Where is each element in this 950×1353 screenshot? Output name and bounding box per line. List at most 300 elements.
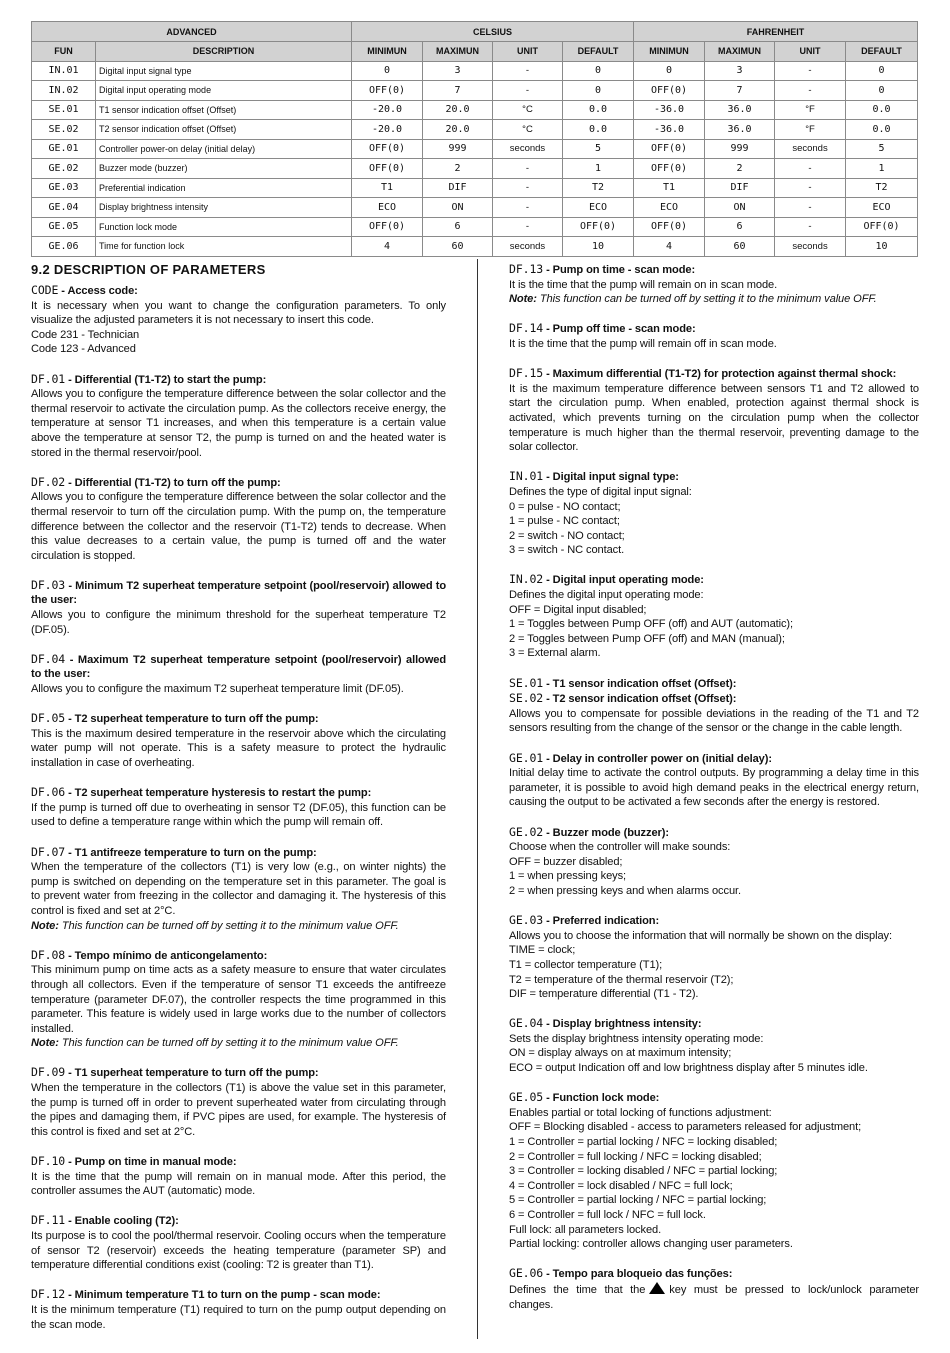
parameter-text: 2 = Controller = full locking / NFC = locking disabled; [509,1150,762,1163]
table-cell: - [493,217,563,237]
parameter-block [31,845,446,934]
parameter-title: - T1 antifreeze temperature to turn on the pump: [65,846,317,859]
parameter-title: - Delay in controller power on (initial delay): [543,752,772,765]
parameter-code: DF.06 [31,785,66,800]
parameter-text: Allows you to configure the maximum T2 superheat temperature limit (DF.05). [31,683,404,696]
parameter-block [31,1154,446,1199]
parameter-title: - Tempo mínimo de anticongelamento: [65,949,268,962]
parameter-code: DF.10 [31,1154,66,1169]
param-description-cell: Digital input signal type [96,61,352,81]
parameter-title: - Minimum temperature T1 to turn on the pump - scan mode: [65,1289,381,1302]
group-header-advanced: ADVANCED [32,22,352,42]
table-cell: 0.0 [846,100,918,120]
table-row [32,100,918,120]
parameter-title: - Tempo para bloqueio das funções: [543,1268,733,1281]
parameter-text: Initial delay time to activate the control outputs. By programming a delay time in this parameter, it is possible to avoid high demand peaks in the electrical energy return, causing the output to be activated a few seconds after the energy is restored. [509,767,919,809]
parameter-text: 5 = Controller = partial locking / NFC = partial locking; [509,1194,767,1207]
parameter-text-after-icon: key must be pressed to lock/unlock parameter changes. [509,1283,919,1311]
table-cell: T2 [846,178,918,198]
table-cell: 0 [846,61,918,81]
table-cell: ECO [352,198,423,218]
parameter-text: Choose when the controller will make sounds: [509,841,731,854]
parameter-title: - Access code: [58,285,138,297]
column-header: FUN [32,42,96,62]
parameter-code: GE.01 [509,750,544,765]
parameter-heading [31,948,446,964]
parameter-heading [509,1266,919,1282]
parameter-text: 4 = Controller = lock disabled / NFC = full lock; [509,1179,733,1192]
parameter-text: It is the time that the pump will remain on in manual mode. After this period, the controller assumes the AUT (automatic) mode. [31,1170,446,1198]
parameter-text-before-icon: Defines the time that the [509,1283,646,1296]
table-cell: ON [423,198,493,218]
param-code-cell: SE.01 [32,100,96,120]
note-label: Note: [509,293,537,306]
parameter-text: ECO = output Indication off and low brightness display after 5 minutes idle. [509,1062,868,1075]
parameter-text: OFF = Blocking disabled - access to parameters released for adjustment; [509,1121,862,1134]
table-cell: - [493,178,563,198]
param-code-cell: GE.01 [32,139,96,159]
table-cell: 60 [423,237,493,257]
param-code-cell: GE.03 [32,178,96,198]
parameter-title: - Pump on time in manual mode: [65,1156,237,1169]
column-header: MAXIMUN [423,42,493,62]
table-cell: °F [775,120,846,140]
parameter-block [31,652,446,697]
left-column [31,262,446,1347]
table-cell: 2 [705,159,775,179]
table-row [32,198,918,218]
column-header: MAXIMUN [705,42,775,62]
table-row [32,159,918,179]
table-cell: ON [705,198,775,218]
table-cell: -20.0 [352,120,423,140]
parameter-title: - Minimum T2 superheat temperature setpoint (pool/reservoir) allowed to the user: [31,579,446,607]
parameter-title: - T2 superheat temperature to turn off the pump: [65,713,319,726]
parameter-code: DF.11 [31,1213,66,1228]
param-description-cell: Controller power-on delay (initial delay) [96,139,352,159]
table-body [32,61,918,256]
parameter-title: - T1 sensor indication offset (Offset): [543,677,737,690]
parameter-text: Allows you to configure the temperature difference between the solar collector and the thermal reservoir to activate the circulation pump. As the collectors receive energy, the temperature at sensor T1 increases, and when this temperature is a certain value above the temperature at sensor T2, the pump is turned on and the heated water is stored in the thermal reservoir/pool. [31,388,446,459]
param-code-cell: IN.01 [32,61,96,81]
table-cell: 7 [423,81,493,101]
parameter-text: Code 123 - Advanced [31,343,136,356]
parameter-text: ON = display always on at maximum intensity; [509,1047,732,1060]
parameter-heading [31,372,446,388]
table-cell: 3 [705,61,775,81]
parameter-text: Enables partial or total locking of functions adjustment: [509,1106,772,1119]
table-row [32,81,918,101]
parameter-text: 1 = Toggles between Pump OFF (off) and AUT (automatic); [509,618,794,631]
table-cell: 36.0 [705,100,775,120]
parameter-block [509,1090,919,1252]
table-cell: -36.0 [634,100,705,120]
column-header: DEFAULT [846,42,918,62]
parameter-block [31,475,446,564]
parameter-heading [31,711,446,727]
table-cell: 1 [846,159,918,179]
parameter-heading [509,572,919,588]
parameter-block [509,321,919,351]
parameter-code: DF.03 [31,577,66,592]
parameter-title: - Pump off time - scan mode: [543,323,696,336]
parameter-code: DF.09 [31,1065,66,1080]
table-cell: -20.0 [352,100,423,120]
table-cell: 20.0 [423,100,493,120]
table-cell: 999 [705,139,775,159]
note-text [509,293,877,305]
table-cell: ECO [563,198,634,218]
parameter-code: DF.12 [31,1287,66,1302]
parameter-code: GE.06 [509,1266,544,1281]
table-cell: OFF(0) [634,217,705,237]
column-header: MINIMUN [352,42,423,62]
parameter-block [509,825,919,899]
parameter-text: 6 = Controller = full lock / NFC = full lock. [509,1209,706,1221]
parameter-title: - Maximum differential (T1-T2) for protection against thermal shock: [543,368,897,381]
parameter-code: DF.05 [31,711,66,726]
table-cell: 20.0 [423,120,493,140]
parameter-title: - Maximum T2 superheat temperature setpoint (pool/reservoir) allowed to the user: [31,653,446,681]
table-cell: °F [775,100,846,120]
table-cell: 0.0 [846,120,918,140]
table-cell: 0 [846,81,918,101]
parameter-text: 2 = switch - NO contact; [509,529,625,542]
group-header-celsius: CELSIUS [352,22,634,42]
parameter-code: DF.07 [31,844,66,859]
parameter-title: - T2 sensor indication offset (Offset): [543,693,737,706]
parameter-heading [509,321,919,337]
table-cell: - [775,217,846,237]
table-cell: - [775,81,846,101]
parameter-text: Allows you to compensate for possible deviations in the reading of the T1 and T2 sensors resulting from the change of the sensor or the change in the cable length. [509,707,919,735]
parameter-heading [509,913,919,929]
group-header-fahrenheit: FAHRENHEIT [634,22,918,42]
parameter-text: T1 = collector temperature (T1); [509,958,663,971]
note-text [31,920,399,932]
table-cell: OFF(0) [563,217,634,237]
table-cell: seconds [775,139,846,159]
parameter-heading [509,1016,919,1032]
parameter-title: - Function lock mode: [543,1092,660,1105]
parameter-title: - Differential (T1-T2) to turn off the pump: [65,476,281,489]
column-divider [477,259,478,1339]
parameter-code: DF.13 [509,262,544,276]
parameter-title: - Display brightness intensity: [543,1018,702,1031]
param-description-cell: Buzzer mode (buzzer) [96,159,352,179]
table-cell: 0.0 [563,120,634,140]
note-text [31,1037,399,1049]
parameter-heading [509,1090,919,1106]
table-row [32,61,918,81]
table-cell: 6 [423,217,493,237]
parameter-title: - Digital input signal type: [543,471,679,484]
table-cell: - [775,159,846,179]
parameter-text: It is the time that the pump will remain off in scan mode. [509,337,777,350]
parameter-block [31,1065,446,1139]
table-cell: 4 [352,237,423,257]
parameter-block [509,1266,919,1312]
column-header: UNIT [493,42,563,62]
parameter-note [509,292,919,307]
table-cell: 60 [705,237,775,257]
column-header: MINIMUN [634,42,705,62]
parameter-text: Allows you to choose the information that will normally be shown on the display: [509,929,892,942]
parameter-text: Defines the digital input operating mode: [509,589,704,602]
parameter-title: - T2 superheat temperature hysteresis to restart the pump: [65,787,372,800]
table-cell: OFF(0) [634,81,705,101]
table-cell: - [493,61,563,81]
parameter-text: 2 = Toggles between Pump OFF (off) and MAN (manual); [509,632,785,645]
table-cell: seconds [493,237,563,257]
table-row [32,120,918,140]
parameter-text: It is necessary when you want to change the configuration parameters. To only visualize the adjusted parameters it is not necessary to insert this code. [31,299,446,327]
table-cell: seconds [775,237,846,257]
parameter-block [509,751,919,810]
table-cell: 999 [423,139,493,159]
parameter-text: 3 = External alarm. [509,647,601,660]
table-row [32,178,918,198]
parameter-block [31,1213,446,1272]
param-description-cell: T2 sensor indication offset (Offset) [96,120,352,140]
parameter-code: CODE [31,283,59,297]
parameter-text: OFF = Digital input disabled; [509,603,647,616]
table-cell: OFF(0) [352,159,423,179]
parameter-block [31,578,446,637]
parameter-note [31,1036,446,1051]
up-arrow-key-icon [649,1282,665,1294]
table-cell: T1 [634,178,705,198]
parameter-block [509,913,919,1002]
table-cell: 1 [563,159,634,179]
parameter-title: - Buzzer mode (buzzer): [543,826,669,839]
param-description-cell: Function lock mode [96,217,352,237]
table-cell: 3 [423,61,493,81]
table-cell: - [493,198,563,218]
parameter-text: Allows you to configure the temperature difference between the solar collector and the thermal reservoir to turn off the circulation pump. With the pump on, the temperature difference between the collector and the reservoir (T1-T2) tends to decrease. When this value decreases to a certain value, the pump is turned off and the water circulation is stopped. [31,491,446,562]
parameter-heading [31,283,446,299]
parameter-block [509,1016,919,1075]
table-cell: 36.0 [705,120,775,140]
table-row [32,217,918,237]
table-group-header-row [32,22,918,42]
parameter-text: T2 = temperature of the thermal reservoir (T2); [509,973,734,986]
parameter-code: IN.02 [509,572,544,587]
parameter-code: DF.01 [31,371,66,386]
parameter-text: Its purpose is to cool the pool/thermal reservoir. Cooling occurs when the temperature of sensor T2 (reservoir) exceeds the heating temperature (parameter SP) and temperature differential conditions exist (cooling: T2 is greater than T1). [31,1230,446,1272]
table-cell: 0 [563,61,634,81]
parameter-code: IN.01 [509,469,544,484]
parameter-heading [509,691,919,707]
param-description-cell: Display brightness intensity [96,198,352,218]
parameter-text: 1 = when pressing keys; [509,870,627,883]
parameter-block [509,262,919,307]
table-cell: 4 [634,237,705,257]
parameter-text: 0 = pulse - NO contact; [509,500,621,513]
parameter-note [31,919,446,934]
parameter-block [31,948,446,1051]
param-code-cell: IN.02 [32,81,96,101]
parameter-heading [31,1287,446,1303]
parameter-block [509,572,919,661]
parameter-text: 3 = switch - NC contact. [509,544,625,557]
table-cell: - [775,198,846,218]
table-cell: OFF(0) [352,217,423,237]
parameter-code: GE.03 [509,913,544,928]
table-cell: 5 [563,139,634,159]
parameter-code: GE.04 [509,1016,544,1031]
table-cell: 0 [634,61,705,81]
parameter-heading [31,845,446,861]
parameter-text: Partial locking: controller allows changing user parameters. [509,1238,793,1251]
column-header: DESCRIPTION [96,42,352,62]
parameter-block [31,283,446,357]
parameter-text: It is the time that the pump will remain on in scan mode. [509,278,778,291]
parameter-code: SE.01 [509,675,544,690]
table-cell: °C [493,120,563,140]
param-code-cell: GE.05 [32,217,96,237]
parameter-block [31,785,446,830]
table-cell: - [493,159,563,179]
table-cell: - [775,178,846,198]
table-cell: 0.0 [563,100,634,120]
parameter-text: It is the minimum temperature (T1) required to turn on the pump output depending on the scan mode. [31,1303,446,1331]
param-description-cell: Preferential indication [96,178,352,198]
parameter-text: OFF = buzzer disabled; [509,855,623,868]
parameter-heading [31,1213,446,1229]
param-code-cell: GE.06 [32,237,96,257]
note-body: This function can be turned off by setting it to the minimum value OFF. [58,1037,399,1050]
table-cell: OFF(0) [352,81,423,101]
table-column-header-row [32,42,918,62]
table-row [32,237,918,257]
parameter-code: DF.15 [509,366,544,381]
parameter-text: If the pump is turned off due to overheating in sensor T2 (DF.05), this function can be used to define a temperature range within which the pump will remain off. [31,801,446,829]
parameter-heading [31,785,446,801]
parameter-title: - Digital input operating mode: [543,574,704,587]
table-cell: ECO [846,198,918,218]
table-cell: DIF [705,178,775,198]
parameter-code: DF.02 [31,474,66,489]
parameter-text: Sets the display brightness intensity operating mode: [509,1032,764,1045]
parameter-heading [31,578,446,608]
table-cell: T2 [563,178,634,198]
parameter-heading [31,1154,446,1170]
parameter-heading [509,825,919,841]
param-code-cell: GE.04 [32,198,96,218]
param-code-cell: GE.02 [32,159,96,179]
parameter-block [31,711,446,770]
parameter-block [509,366,919,455]
table-cell: 0 [352,61,423,81]
parameter-text: Full lock: all parameters locked. [509,1223,662,1236]
parameter-heading [509,751,919,767]
parameter-text: 3 = Controller = locking disabled / NFC = partial locking; [509,1165,778,1178]
table-cell: °C [493,100,563,120]
parameter-text: It is the maximum temperature difference between sensors T1 and T2 allowed to start the circulation pump. When enabled, protection against thermal shock is activated, which prevents turning on the circulation pump when the collector temperature is much higher than the thermal reservoir, preventing damage to the solar collector. [509,382,919,454]
table-cell: -36.0 [634,120,705,140]
parameter-text: This is the maximum desired temperature in the reservoir above which the circulating water pump will not operate. This is a safety measure to protect the hydraulic installation in case of overheating. [31,727,446,769]
section-title: 9.2 DESCRIPTION OF PARAMETERS [31,262,266,277]
parameter-heading [509,676,919,692]
column-header: UNIT [775,42,846,62]
parameter-text: TIME = clock; [509,944,576,957]
table-cell: 2 [423,159,493,179]
parameter-title: - T1 superheat temperature to turn off the pump: [65,1067,319,1080]
parameter-text: When the temperature of the collectors (T1) is very low (e.g., on winter nights) the pump is switched on depending on the temperature set in this parameter. The goal is to prevent water from freezing in the collector and damaging it. The hysteresis of this control is fixed and set at 2°C. [31,861,446,917]
table-row [32,139,918,159]
table-cell: 6 [705,217,775,237]
table-cell: ECO [634,198,705,218]
param-description-cell: Digital input operating mode [96,81,352,101]
parameter-code: GE.02 [509,824,544,839]
param-description-cell: T1 sensor indication offset (Offset) [96,100,352,120]
parameter-heading [31,652,446,682]
parameter-text: 1 = pulse - NC contact; [509,515,620,528]
parameter-heading [31,1065,446,1081]
note-body: This function can be turned off by setting it to the minimum value OFF. [58,919,399,932]
table-cell: seconds [493,139,563,159]
parameter-code: DF.14 [509,321,544,336]
parameter-block [509,469,919,558]
parameter-code: DF.04 [31,651,66,666]
parameter-heading [509,366,919,382]
parameter-block [509,676,919,736]
param-code-cell: SE.02 [32,120,96,140]
parameter-text: Allows you to configure the minimum threshold for the superheat temperature T2 (DF.05). [31,609,446,636]
parameter-title: - Preferred indication: [543,915,660,928]
table-cell: - [493,81,563,101]
parameter-block [31,372,446,461]
table-cell: 7 [705,81,775,101]
table-cell: 10 [846,237,918,257]
parameter-text [509,1282,919,1312]
table-cell: 0 [563,81,634,101]
table-cell: OFF(0) [634,159,705,179]
table-cell: OFF(0) [352,139,423,159]
parameter-text: Defines the type of digital input signal: [509,485,692,498]
right-column [509,262,919,1327]
note-body: This function can be turned off by setting it to the minimum value OFF. [536,293,877,306]
parameter-code: DF.08 [31,947,66,962]
table-cell: 10 [563,237,634,257]
parameter-text: 1 = Controller = partial locking / NFC = locking disabled; [509,1136,778,1149]
parameter-title: - Enable cooling (T2): [65,1215,179,1228]
parameter-text: DIF = temperature differential (T1 - T2). [509,988,699,1001]
table-cell: - [775,61,846,81]
parameter-heading [509,262,919,278]
parameter-title: - Pump on time - scan mode: [543,264,696,276]
note-label: Note: [31,1037,59,1050]
parameter-heading [509,469,919,485]
table-cell: OFF(0) [846,217,918,237]
parameter-text: This minimum pump on time acts as a safety measure to ensure that water circulates through all collectors. Even if the temperature of sensor T1 exceeds the antifreeze temperature (parameter DF.07), the controller respects the time programmed in this parameter. This feature is widely used in large works due to the number of collectors installed. [31,964,446,1035]
column-header: DEFAULT [563,42,634,62]
note-label: Note: [31,919,59,932]
table-cell: DIF [423,178,493,198]
table-cell: 5 [846,139,918,159]
table-cell: T1 [352,178,423,198]
parameter-text: Code 231 - Technician [31,328,140,341]
parameter-text: 2 = when pressing keys and when alarms occur. [509,884,741,897]
parameter-code: SE.02 [509,691,544,706]
table-cell: OFF(0) [634,139,705,159]
parameter-heading [31,475,446,491]
parameter-text: When the temperature in the collectors (T1) is above the value set in this parameter, the pump is turned off in order to prevent superheated water from circulating through the pipes and damaging them, if PVC pipes are used, for example. The hysteresis of this control is fixed and set at 2°C. [31,1082,446,1138]
parameter-block [31,1287,446,1332]
parameter-title: - Differential (T1-T2) to start the pump: [65,373,267,386]
param-description-cell: Time for function lock [96,237,352,257]
